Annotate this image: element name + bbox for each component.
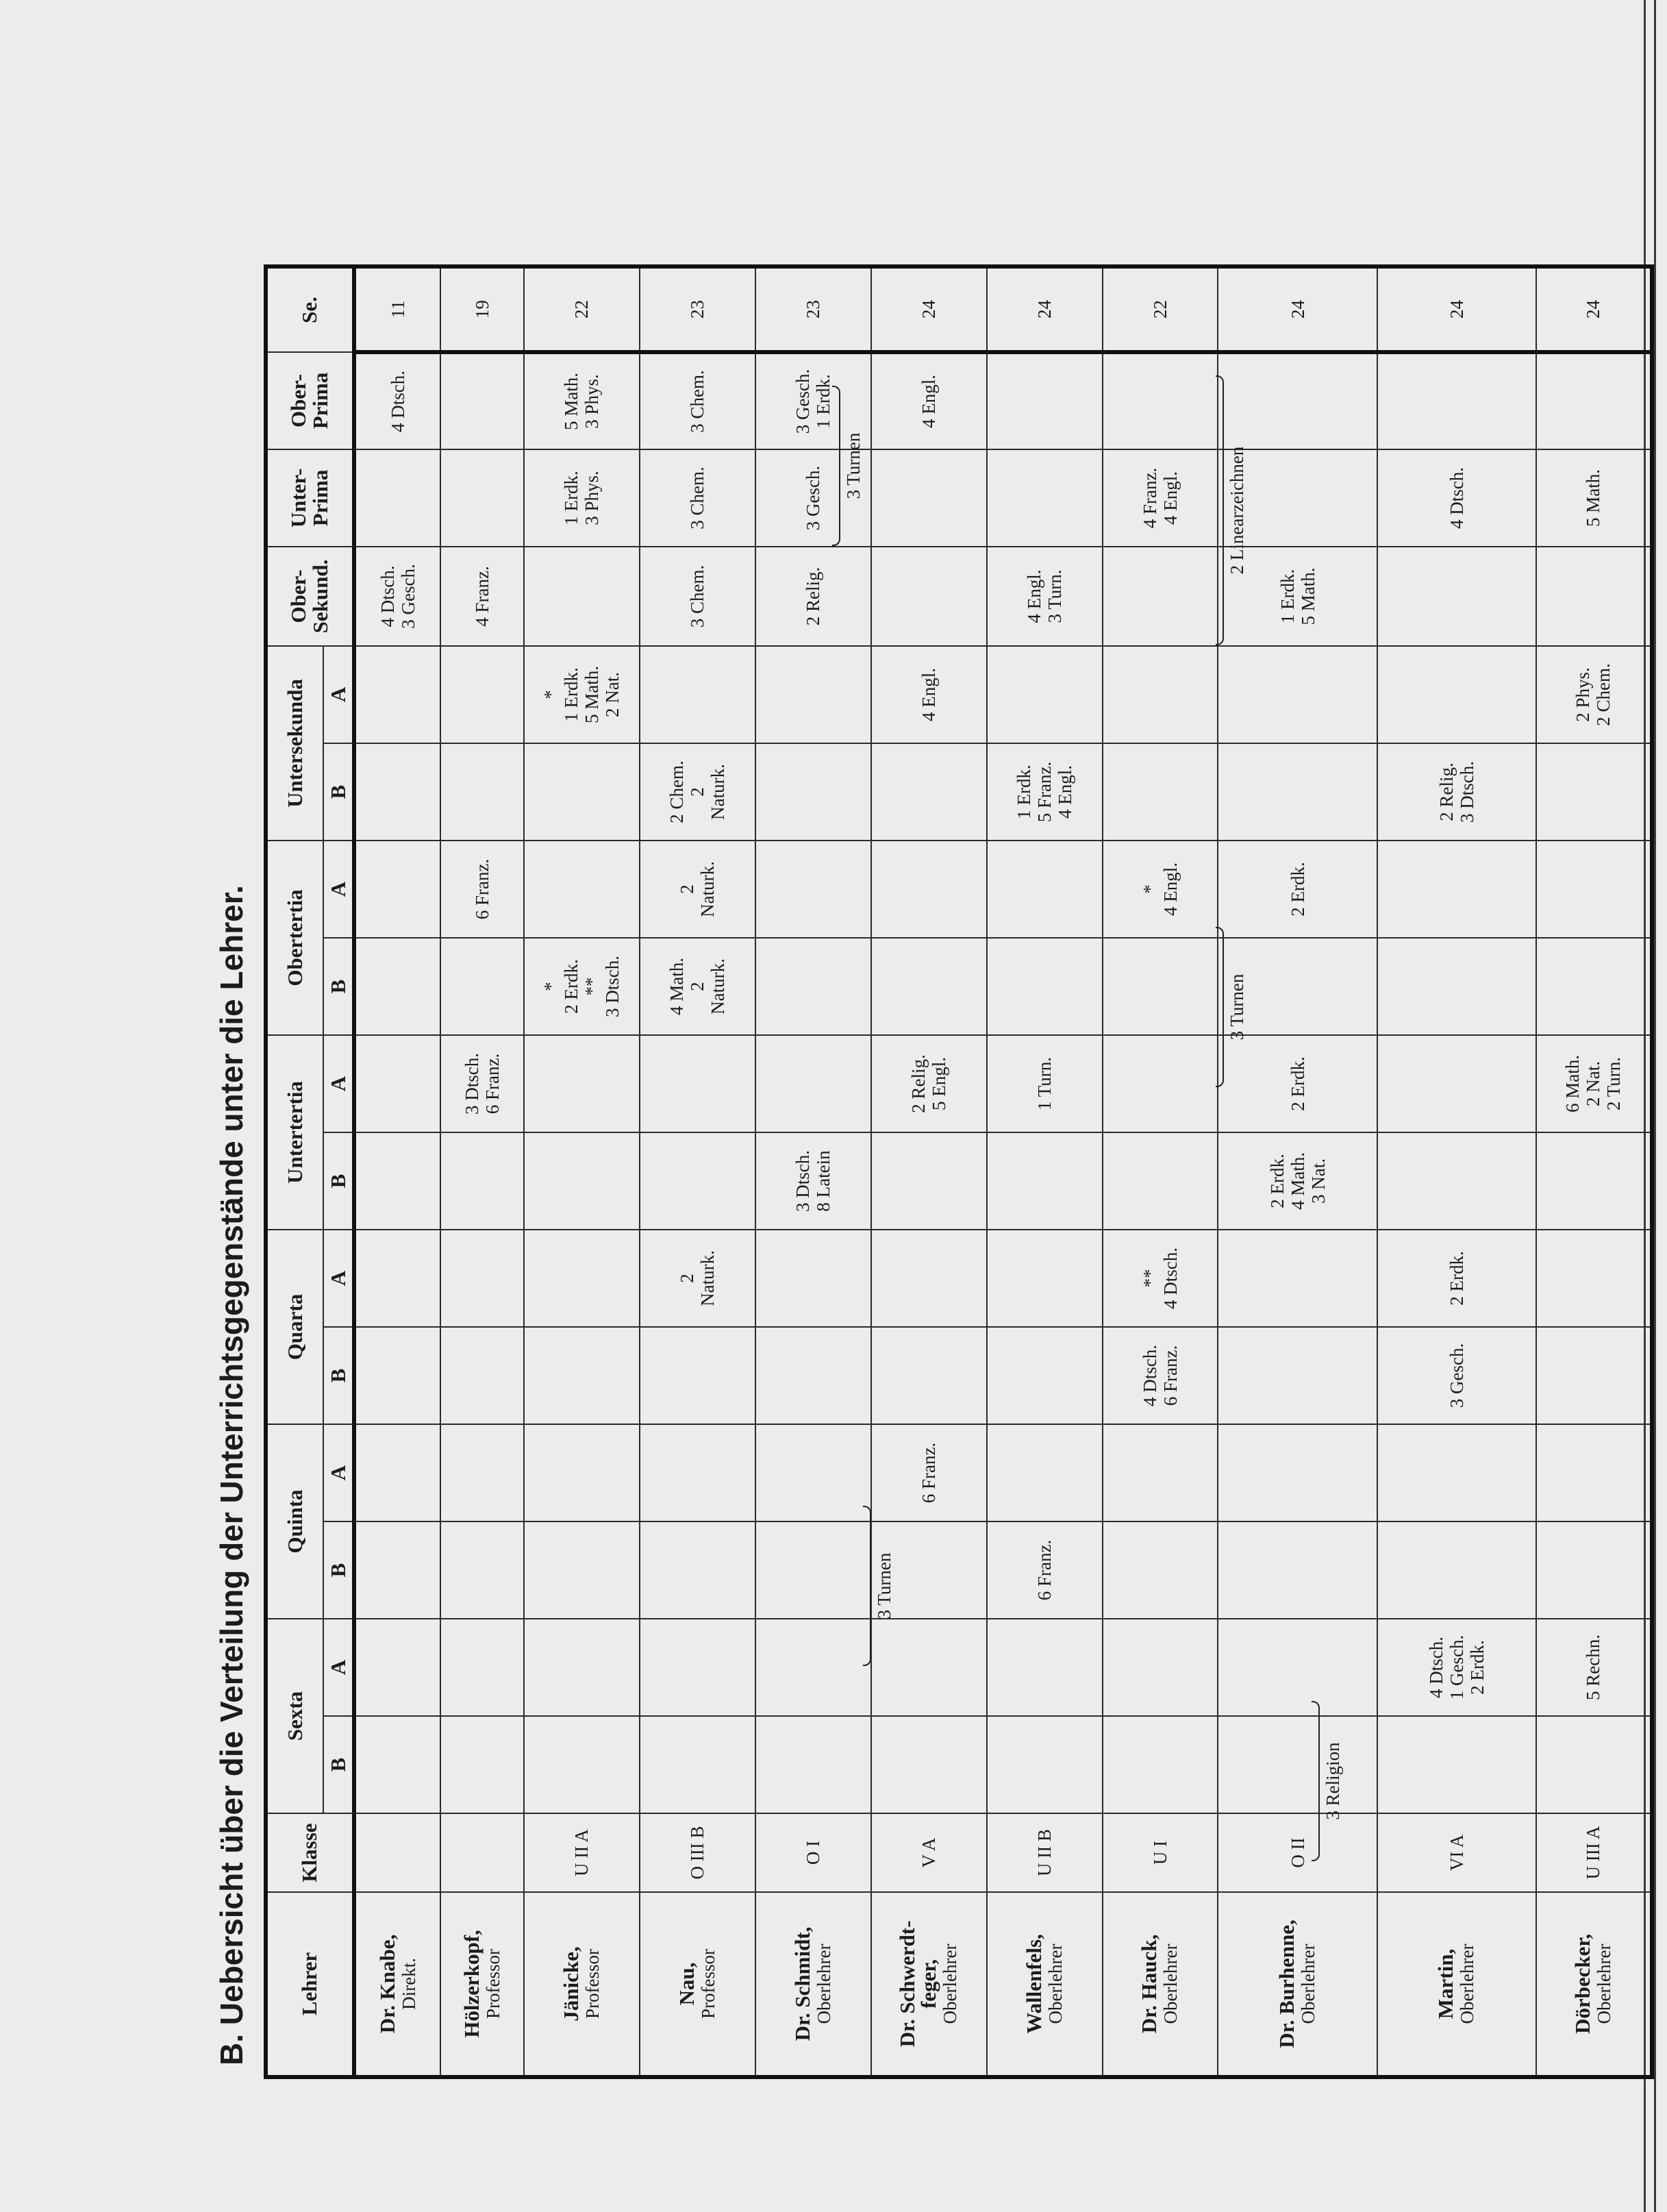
lesson-cell [871, 743, 987, 841]
lesson-cell [640, 646, 755, 743]
brace-label: 2 Linearzeichnen [1227, 446, 1247, 575]
lesson-cell [354, 1327, 441, 1424]
lesson-cell [1218, 1230, 1377, 1327]
lesson-cell: 3 Gesch. [1377, 1327, 1536, 1424]
lesson-cell [524, 1424, 640, 1521]
lesson-cell: 1 Erdk. 3 Phys. [524, 449, 640, 547]
lesson-cell [1536, 1132, 1652, 1230]
lesson-cell [1377, 646, 1536, 743]
lesson-cell [1536, 547, 1652, 646]
brace-line [1216, 927, 1224, 1087]
lesson-cell [1377, 1716, 1536, 1813]
lesson-cell [1377, 352, 1536, 449]
sub-header: A [323, 1424, 353, 1521]
lesson-cell [987, 1619, 1103, 1716]
brace-sexta-religion [1312, 1689, 1343, 1874]
teacher-row [440, 266, 523, 2077]
header-obersekunda: Ober- Sekund. [266, 547, 354, 646]
lesson-cell: 5 Math. [1536, 449, 1652, 547]
lesson-cell [871, 449, 987, 547]
rotated-table-container [214, 271, 1654, 2079]
lesson-cell: 2 Naturk. [640, 841, 755, 938]
lesson-cell [1218, 743, 1377, 841]
teacher-cell [1218, 1892, 1377, 2077]
klasse-cell: U II B [987, 1813, 1103, 1892]
lesson-cell [440, 743, 523, 841]
lesson-cell [755, 1327, 871, 1424]
lesson-cell: 3 Dtsch. 8 Latein [755, 1132, 871, 1230]
teacher-row [354, 266, 441, 2077]
lesson-cell [1218, 1327, 1377, 1424]
lesson-cell [1103, 743, 1218, 841]
lesson-cell [354, 1716, 441, 1813]
klasse-cell: O III B [640, 1813, 755, 1892]
sub-header: B [323, 1327, 353, 1424]
lesson-cell [1103, 1035, 1218, 1132]
lesson-cell [354, 841, 441, 938]
brace-line [1216, 375, 1224, 645]
lesson-cell: 3 Chem. [640, 449, 755, 547]
teacher-cell [440, 1892, 523, 2077]
lesson-cell [354, 1132, 441, 1230]
lesson-cell [987, 1132, 1103, 1230]
header-untersekunda: Untersekunda [266, 646, 323, 841]
lesson-cell [1536, 938, 1652, 1035]
header-quinta: Quinta [266, 1424, 323, 1619]
sub-header: B [323, 1132, 353, 1230]
hours-total-cell: 11 [354, 266, 441, 352]
hours-total-cell: 23 [640, 266, 755, 352]
lesson-cell [440, 1132, 523, 1230]
lesson-cell: 4 Engl. [871, 352, 987, 449]
lesson-cell [1536, 743, 1652, 841]
lesson-cell [1218, 646, 1377, 743]
hours-total-cell: 24 [1536, 266, 1652, 352]
teacher-title: Professor [697, 1949, 718, 2019]
brace-prima-turnen [832, 373, 864, 558]
brace-line [1312, 1701, 1320, 1861]
teacher-name: Dr. Hauck, [1137, 1934, 1162, 2034]
hours-total-cell: 22 [1103, 266, 1218, 352]
lesson-cell [987, 646, 1103, 743]
teacher-title: Professor [482, 1949, 503, 2019]
header-oberprima: Ober- Prima [266, 352, 354, 449]
lesson-cell [354, 1521, 441, 1619]
teacher-cell [987, 1892, 1103, 2077]
teacher-cell [755, 1892, 871, 2077]
lesson-cell [1377, 1132, 1536, 1230]
hours-total-cell: 23 [755, 266, 871, 352]
lesson-cell [755, 1035, 871, 1132]
hours-total-cell: 24 [1218, 266, 1377, 352]
teacher-name: Martin, [1433, 1948, 1458, 2020]
lesson-cell: 6 Franz. [440, 841, 523, 938]
lesson-cell: 1 Turn. [987, 1035, 1103, 1132]
hours-total-cell: 22 [524, 266, 640, 352]
lesson-cell [1377, 1521, 1536, 1619]
sub-header: B [323, 1521, 353, 1619]
teacher-name: Dr. Schmidt, [790, 1926, 814, 2041]
lesson-cell: * 2 Erdk. ** 3 Dtsch. [524, 938, 640, 1035]
lesson-cell [1536, 1230, 1652, 1327]
lesson-cell [987, 841, 1103, 938]
teacher-row [1536, 266, 1652, 2077]
lesson-cell [871, 547, 987, 646]
sub-header: B [323, 1716, 353, 1813]
lesson-cell [1103, 1424, 1218, 1521]
hours-total-cell: 24 [871, 266, 987, 352]
page-edge-line [1654, 0, 1656, 2212]
lesson-cell: 4 Dtsch. [354, 352, 441, 449]
teacher-title: Professor [581, 1949, 603, 2019]
klasse-cell [354, 1813, 441, 1892]
brace-obertertia-turnen [1216, 915, 1247, 1099]
lesson-cell [354, 646, 441, 743]
lesson-cell [524, 1035, 640, 1132]
lesson-cell [1103, 1521, 1218, 1619]
header-summe: Se. [266, 266, 354, 352]
lesson-cell [440, 1521, 523, 1619]
teacher-title: Oberlehrer [1044, 1943, 1066, 2024]
lesson-cell [440, 1230, 523, 1327]
lesson-cell: 2 Erdk. [1377, 1230, 1536, 1327]
lesson-cell: 4 Engl. 3 Turn. [987, 547, 1103, 646]
teacher-name: Dörbecker, [1570, 1933, 1594, 2035]
lesson-cell: 4 Franz. 4 Engl. [1103, 449, 1218, 547]
teacher-name: Hölzerkopf, [459, 1930, 484, 2038]
header-unterprima: Unter- Prima [266, 449, 354, 547]
lesson-cell [640, 1716, 755, 1813]
lesson-cell [440, 1619, 523, 1716]
lesson-cell [871, 938, 987, 1035]
lesson-cell [440, 1327, 523, 1424]
klasse-cell: O I [755, 1813, 871, 1892]
lesson-cell [1536, 1327, 1652, 1424]
teacher-cell [871, 1892, 987, 2077]
lesson-cell: 3 Chem. [640, 352, 755, 449]
lesson-cell [524, 1716, 640, 1813]
teacher-row [871, 266, 987, 2077]
lesson-cell: 2 Relig. 5 Engl. [871, 1035, 987, 1132]
teacher-name: Wallenfels, [1021, 1934, 1046, 2034]
teacher-title: Oberlehrer [1298, 1943, 1319, 2024]
lesson-cell [755, 743, 871, 841]
lesson-cell [871, 1230, 987, 1327]
lesson-cell: 4 Dtsch. 6 Franz. [1103, 1327, 1218, 1424]
lesson-cell [440, 449, 523, 547]
lesson-cell [524, 1619, 640, 1716]
hours-total-cell: 24 [987, 266, 1103, 352]
teacher-name: Jänicke, [558, 1946, 583, 2022]
lesson-cell [524, 841, 640, 938]
lesson-cell [871, 841, 987, 938]
lesson-cell [1103, 1716, 1218, 1813]
klasse-cell: O II [1218, 1813, 1377, 1892]
lesson-cell: 4 Math. 2 Naturk. [640, 938, 755, 1035]
page-title: B. Uebersicht über die Verteilung der Unterrichtsgegenstände unter die Lehrer. [214, 885, 249, 2065]
teacher-title: Oberlehrer [1457, 1943, 1478, 2024]
lesson-cell [524, 1230, 640, 1327]
hours-total-cell: 19 [440, 266, 523, 352]
lesson-cell: * 4 Engl. [1103, 841, 1218, 938]
klasse-cell: U I [1103, 1813, 1218, 1892]
klasse-cell: V A [871, 1813, 987, 1892]
lesson-cell: 2 Relig. 3 Dtsch. [1377, 743, 1536, 841]
lesson-cell [440, 1424, 523, 1521]
lesson-cell [755, 1521, 871, 1619]
lesson-cell: 1 Erdk. 5 Math. [1218, 547, 1377, 646]
lesson-cell [354, 1619, 441, 1716]
teacher-rows [354, 266, 1652, 2077]
lesson-cell [755, 938, 871, 1035]
lesson-cell: 2 Chem. 2 Naturk. [640, 743, 755, 841]
lesson-cell: 2 Erdk. [1218, 841, 1377, 938]
teacher-row [640, 266, 755, 2077]
lesson-cell [640, 1424, 755, 1521]
lesson-cell: 4 Dtsch. 3 Gesch. [354, 547, 441, 646]
sub-header: B [323, 743, 353, 841]
lesson-cell: 4 Franz. [440, 547, 523, 646]
brace-label: 3 Turnen [874, 1552, 894, 1619]
brace-label: 3 Turnen [1227, 973, 1247, 1041]
lesson-cell [755, 1230, 871, 1327]
lesson-cell [755, 1424, 871, 1521]
teacher-cell [1536, 1892, 1652, 2077]
sub-header: A [323, 1230, 353, 1327]
lesson-cell [354, 1035, 441, 1132]
klasse-cell [440, 1813, 523, 1892]
lesson-cell [354, 938, 441, 1035]
lesson-cell: 3 Dtsch. 6 Franz. [440, 1035, 523, 1132]
lesson-cell [1536, 1521, 1652, 1619]
sub-header: A [323, 1035, 353, 1132]
teacher-row [524, 266, 640, 2077]
lesson-cell: 6 Franz. [871, 1424, 987, 1521]
lesson-cell [354, 743, 441, 841]
lesson-cell [354, 449, 441, 547]
teacher-row [987, 266, 1103, 2077]
lesson-cell [1377, 841, 1536, 938]
lesson-cell: * 1 Erdk. 5 Math. 2 Nat. [524, 646, 640, 743]
lesson-cell [640, 1132, 755, 1230]
teacher-cell [1377, 1892, 1536, 2077]
klasse-cell: U III A [1536, 1813, 1652, 1892]
teacher-title: Oberlehrer [1593, 1943, 1614, 2024]
teacher-row [1103, 266, 1218, 2077]
lesson-cell: 2 Erdk. 4 Math. 3 Nat. [1218, 1132, 1377, 1230]
lesson-cell: 6 Franz. [987, 1521, 1103, 1619]
teacher-cell [354, 1892, 441, 2077]
header-klasse: Klasse [266, 1813, 354, 1892]
lesson-cell [755, 1716, 871, 1813]
header-quarta: Quarta [266, 1230, 323, 1424]
sub-header: A [323, 841, 353, 938]
header-obertertia: Obertertia [266, 841, 323, 1035]
lesson-cell: 4 Dtsch. [1377, 449, 1536, 547]
lesson-cell: 3 Chem. [640, 547, 755, 646]
lesson-cell [871, 1132, 987, 1230]
lesson-cell: 2 Erdk. [1218, 1035, 1377, 1132]
lesson-cell: 5 Math. 3 Phys. [524, 352, 640, 449]
lesson-cell [871, 1327, 987, 1424]
header-sexta: Sexta [266, 1619, 323, 1813]
teacher-title: Oberlehrer [813, 1943, 834, 2024]
lesson-cell [987, 1327, 1103, 1424]
lesson-cell [524, 1521, 640, 1619]
teacher-distribution-table [264, 264, 1654, 2079]
teacher-name: Dr. Knabe, [375, 1934, 399, 2034]
lesson-cell [640, 1619, 755, 1716]
lesson-cell: 2 Naturk. [640, 1230, 755, 1327]
teacher-cell [640, 1892, 755, 2077]
brace-line [832, 386, 840, 546]
lesson-cell [871, 1716, 987, 1813]
sub-header: A [323, 646, 353, 743]
brace-label: 3 Religion [1323, 1742, 1343, 1820]
teacher-title: Oberlehrer [1160, 1943, 1181, 2024]
lesson-cell [354, 1230, 441, 1327]
lesson-cell [1218, 1716, 1377, 1813]
lesson-cell: ** 4 Dtsch. [1103, 1230, 1218, 1327]
lesson-cell [755, 646, 871, 743]
lesson-cell [640, 1327, 755, 1424]
lesson-cell [1103, 547, 1218, 646]
teacher-name: Dr. Schwerdt- feger, [895, 1920, 941, 2048]
lesson-cell [755, 1619, 871, 1716]
lesson-cell: 3 Gesch. [755, 449, 871, 547]
lesson-cell [524, 743, 640, 841]
lesson-cell [440, 938, 523, 1035]
lesson-cell: 2 Relig. [755, 547, 871, 646]
teacher-title: Oberlehrer [940, 1943, 961, 2024]
lesson-cell [524, 1132, 640, 1230]
lesson-cell: 4 Engl. [871, 646, 987, 743]
teacher-name: Nau, [674, 1962, 699, 2006]
lesson-cell [987, 352, 1103, 449]
lesson-cell [1103, 646, 1218, 743]
lesson-cell [1377, 1424, 1536, 1521]
lesson-cell [1103, 938, 1218, 1035]
lesson-cell [640, 1035, 755, 1132]
lesson-cell [354, 1424, 441, 1521]
lesson-cell: 1 Erdk. 5 Franz. 4 Engl. [987, 743, 1103, 841]
lesson-cell [987, 1230, 1103, 1327]
lesson-cell [524, 1327, 640, 1424]
lesson-cell: 4 Dtsch. 1 Gesch. 2 Erdk. [1377, 1619, 1536, 1716]
lesson-cell [440, 352, 523, 449]
teacher-name: Dr. Burhenne, [1275, 1919, 1299, 2048]
brace-linearzeichnen [1216, 366, 1247, 654]
teacher-cell [524, 1892, 640, 2077]
lesson-cell [987, 1424, 1103, 1521]
lesson-cell [755, 841, 871, 938]
lesson-cell [1103, 352, 1218, 449]
lesson-cell [1377, 1035, 1536, 1132]
hours-total-cell: 24 [1377, 266, 1536, 352]
lesson-cell [987, 938, 1103, 1035]
header-lehrer: Lehrer [266, 1892, 354, 2077]
lesson-cell [640, 1521, 755, 1619]
sub-header: B [323, 938, 353, 1035]
lesson-cell [987, 449, 1103, 547]
lesson-cell: 3 Gesch. 1 Erdk. [755, 352, 871, 449]
lesson-cell [1536, 841, 1652, 938]
lesson-cell [524, 547, 640, 646]
klasse-cell: U II A [524, 1813, 640, 1892]
lesson-cell: 2 Phys. 2 Chem. [1536, 646, 1652, 743]
brace-line [863, 1506, 871, 1666]
lesson-cell [987, 1716, 1103, 1813]
lesson-cell [1536, 352, 1652, 449]
brace-label: 3 Turnen [843, 432, 864, 499]
lesson-cell [440, 646, 523, 743]
teacher-title: Direkt. [398, 1958, 419, 2010]
lesson-cell: 5 Rechn. [1536, 1619, 1652, 1716]
header-untertertia: Untertertia [266, 1035, 323, 1230]
lesson-cell [1377, 938, 1536, 1035]
lesson-cell [1103, 1619, 1218, 1716]
lesson-cell [1536, 1424, 1652, 1521]
lesson-cell [1218, 1424, 1377, 1521]
lesson-cell [440, 1716, 523, 1813]
klasse-cell: VI A [1377, 1813, 1536, 1892]
lesson-cell [1536, 1716, 1652, 1813]
teacher-cell [1103, 1892, 1218, 2077]
teacher-row [1377, 266, 1536, 2077]
lesson-cell [1218, 1619, 1377, 1716]
lesson-cell [1377, 547, 1536, 646]
lesson-cell [1218, 1521, 1377, 1619]
lesson-cell: 6 Math. 2 Nat. 2 Turn. [1536, 1035, 1652, 1132]
sub-header: A [323, 1619, 353, 1716]
lesson-cell [1103, 1132, 1218, 1230]
brace-quinta-turnen [863, 1493, 894, 1678]
